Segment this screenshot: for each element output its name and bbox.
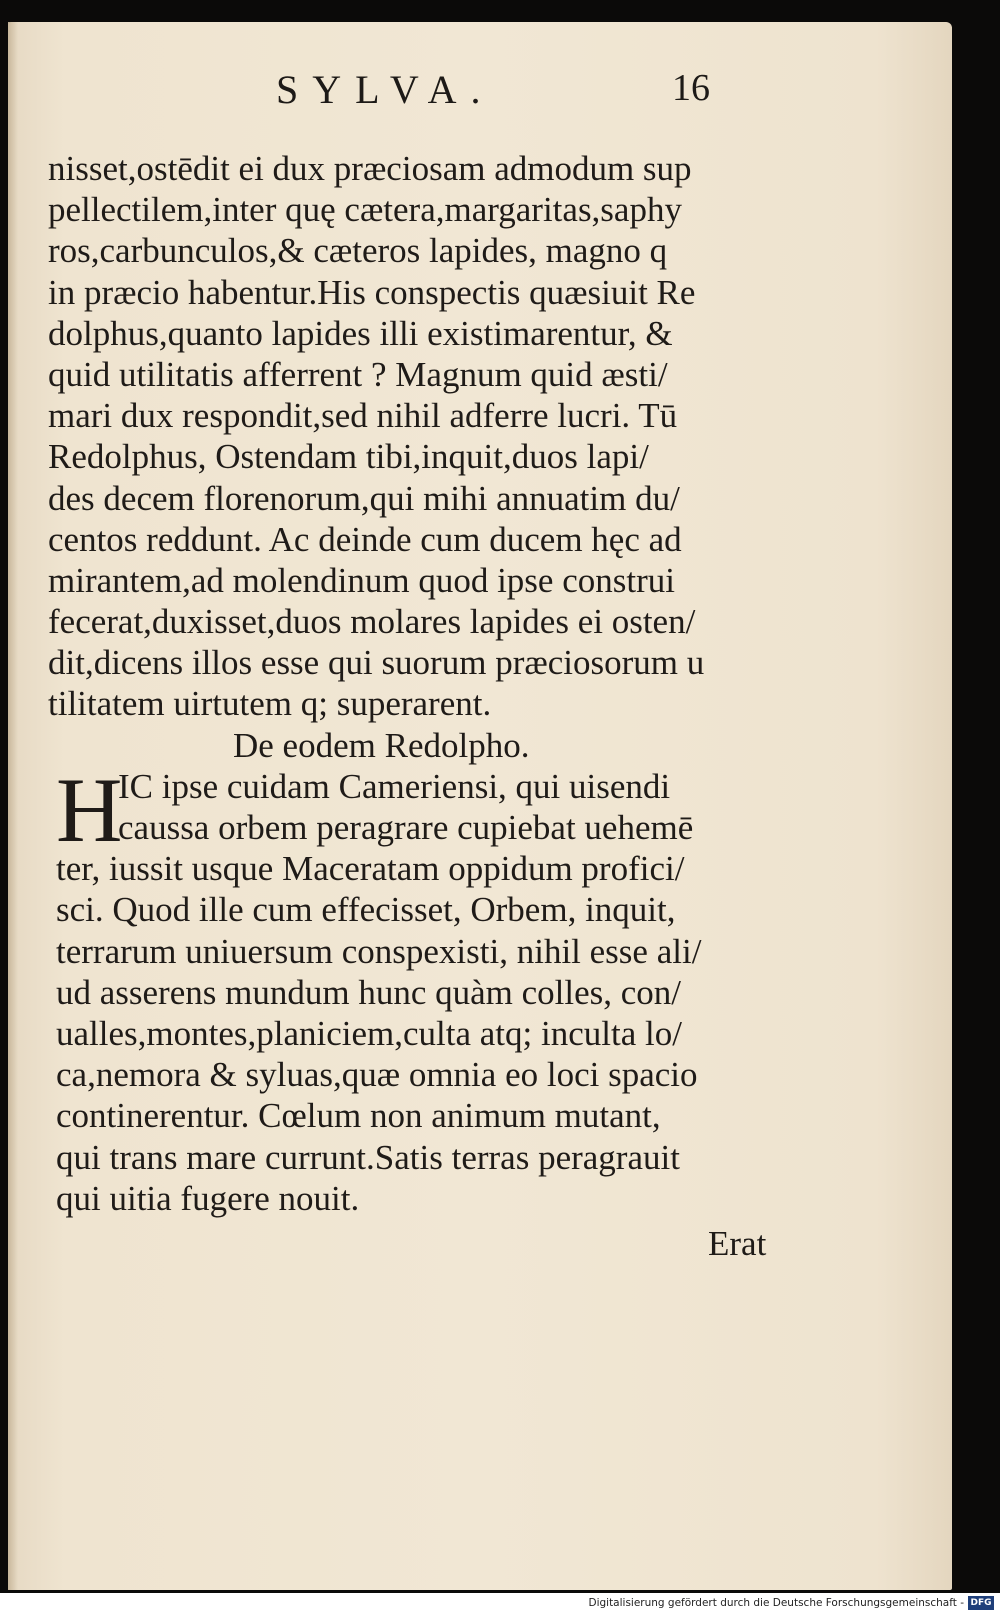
page-header xyxy=(8,66,952,126)
text-line: quid utilitatis afferrent ? Magnum quid æsti/ xyxy=(48,354,668,394)
text-line: ca,nemora & syluas,quæ omnia eo loci spacio xyxy=(56,1055,698,1095)
text-line: mari dux respondit,sed nihil adferre lucri. Tū xyxy=(48,396,678,436)
text-line: caussa orbem peragrare cupiebat uehemē xyxy=(118,808,694,847)
text-line: qui uitia fugere nouit. xyxy=(56,1178,360,1218)
text-line: Redolphus, Ostendam tibi,inquit,duos lapi/ xyxy=(48,437,649,477)
text-line: ter, iussit usque Maceratam oppidum profici/ xyxy=(56,849,685,889)
paragraph-1 xyxy=(48,148,768,725)
funding-notice: Digitalisierung gefördert durch die Deutsche Forschungsgemeinschaft - xyxy=(588,1597,964,1609)
text-line: continerentur. Cœlum non animum mutant, xyxy=(56,1096,661,1136)
digitization-footer xyxy=(0,1594,1000,1615)
book-page xyxy=(8,22,952,1590)
text-line: des decem florenorum,qui mihi annuatim du/ xyxy=(48,478,680,518)
folio-number: 16 xyxy=(672,67,710,109)
text-line: IC ipse cuidam Cameriensi, qui uisendi xyxy=(118,766,671,806)
text-block xyxy=(48,148,768,1219)
text-line: ualles,montes,planiciem,culta atq; inculta lo/ xyxy=(56,1013,682,1053)
text-line: pellectilem,inter quę cætera,margaritas,saphy xyxy=(48,190,682,230)
running-head: SYLVA. xyxy=(276,67,495,112)
catchword: Erat xyxy=(708,1224,767,1263)
text-line: dolphus,quanto lapides illi existimarentur, & xyxy=(48,313,673,353)
text-line: nisset,ostēdit ei dux præciosam admodum sup xyxy=(48,149,692,188)
text-line: fecerat,duxisset,duos molares lapides ei osten/ xyxy=(48,602,696,642)
text-line: sci. Quod ille cum effecisset, Orbem, inquit, xyxy=(56,890,676,930)
page-gutter-shadow xyxy=(8,22,18,1590)
paragraph-2 xyxy=(48,758,768,1219)
text-line: in præcio habentur.His conspectis quæsiuit Re xyxy=(48,272,696,312)
text-line: dit,dicens illos esse qui suorum præciosorum u xyxy=(48,643,705,683)
text-line: qui trans mare currunt.Satis terras peragrauit xyxy=(56,1137,680,1177)
section-heading: De eodem Redolpho. xyxy=(233,725,530,765)
text-line: ud asserens mundum hunc quàm colles, con/ xyxy=(56,972,682,1012)
text-line: mirantem,ad molendinum quod ipse construi xyxy=(48,560,675,600)
text-line: tilitatem uirtutem q; superarent. xyxy=(48,684,492,724)
drop-capital: H xyxy=(56,758,123,861)
dfg-logo: DFG xyxy=(968,1596,994,1610)
text-line: centos reddunt. Ac deinde cum ducem hęc ad xyxy=(48,519,682,559)
text-line: ros,carbunculos,& cæteros lapides, magno q xyxy=(48,231,668,271)
text-line: terrarum uniuersum conspexisti, nihil esse ali/ xyxy=(56,931,702,971)
